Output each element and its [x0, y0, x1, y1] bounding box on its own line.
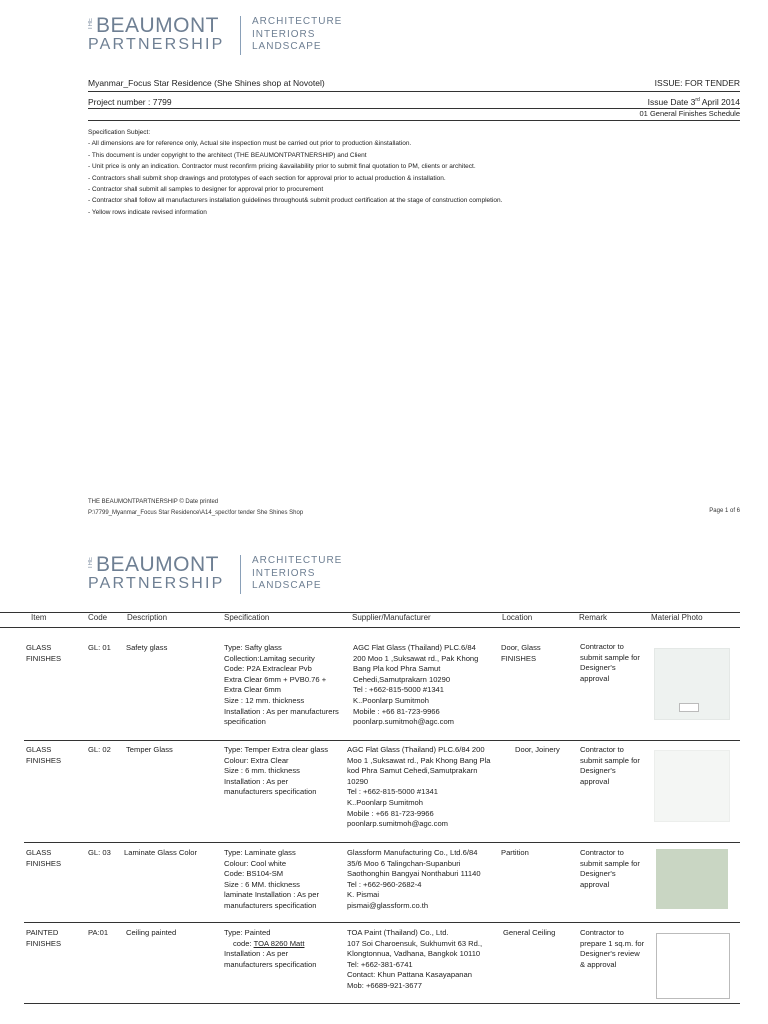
logo-beaumont: BEAUMONT [96, 553, 220, 576]
remark-line: Designer's [580, 766, 616, 776]
logo-divider [240, 555, 241, 594]
supplier-email[interactable]: poonlarp.sumitmoh@agc.com [347, 819, 448, 829]
spec-line: Extra Clear 6mm [224, 685, 281, 695]
spec-line: Colour: Cool white [224, 858, 287, 868]
spec-line: Colour: Extra Clear [224, 755, 289, 765]
material-photo [656, 849, 728, 909]
supplier-line: AGC Flat Glass (Thailand) PLC.6/84 [353, 643, 476, 652]
project-number: Project number : 7799 [88, 97, 172, 107]
footer-file-path: P:\7799_Myanmar_Focus Star Residence\A14_spec\for tender She Shines Shop [88, 509, 304, 516]
col-header-supplier: Supplier/Manufacturer [352, 613, 431, 622]
spec-note: - All dimensions are for reference only, Actual site inspection must be carried out prior to production &installation. [88, 140, 412, 148]
spec-line: Type: Safty glass [224, 643, 282, 652]
header-rule-3 [88, 120, 740, 121]
spec-line: Type: Temper Extra clear glass [224, 745, 329, 754]
supplier-line: Moo 1 ,Suksawat rd., Pak Khong Bang Pla [347, 755, 491, 765]
footer-copyright: THE BEAUMONTPARTNERSHIP © Date printed [88, 499, 219, 505]
schedule-title: 01 General Finishes Schedule [639, 109, 740, 118]
row-item [26, 745, 61, 766]
logo-divider [240, 16, 241, 55]
location-line: FINISHES [501, 653, 537, 663]
row-specification [224, 745, 328, 798]
supplier-line: Glassform Manufacturing Co., Ltd.6/84 [347, 848, 478, 857]
spec-line: Type: Painted [224, 928, 271, 937]
col-header-location: Location [502, 613, 533, 622]
supplier-line: K..Poonlarp Sumitmoh [347, 797, 423, 807]
remark-line: Contractor to [580, 745, 624, 754]
col-header-remark: Remark [579, 613, 608, 622]
supplier-line: Tel : +662-960-2682-4 [347, 879, 422, 889]
company-logo [88, 14, 348, 57]
remark-line: submit sample for [580, 652, 640, 662]
spec-line: Size : 12 mm. thickness [224, 695, 305, 705]
supplier-line: 107 Soi Charoensuk, Sukhumvit 63 Rd., [347, 938, 483, 948]
spec-code-value: TOA 8260 Matt [253, 938, 305, 948]
spec-line: specification [224, 717, 266, 727]
spec-line: laminate Installation : As per [224, 890, 319, 900]
spec-line: Installation : As per manufacturers [224, 706, 339, 716]
row-item-line: FINISHES [26, 858, 62, 868]
logo-the: THE [88, 18, 94, 30]
row-item-line: FINISHES [26, 755, 62, 765]
row-location [515, 745, 560, 756]
supplier-line: Mobile : +66 81-723-9966 [353, 706, 440, 716]
row-item-line: FINISHES [26, 938, 62, 948]
specification-notes [88, 127, 708, 218]
remark-line: Contractor to [580, 928, 624, 937]
row-supplier [347, 928, 482, 992]
spec-note: - This document is under copyright to the architect (THE BEAUMONTPARTNERSHIP) and Client [88, 151, 367, 159]
remark-line: & approval [580, 959, 617, 969]
practice-landscape: LANDSCAPE [252, 41, 322, 52]
spec-note: - Unit price is only an indication. Contractor must reconfirm pricing &availability prior to submit final quotation to PM, clients or architect. [88, 163, 476, 171]
row-remark [580, 848, 640, 890]
material-photo [654, 750, 730, 822]
col-header-material-photo: Material Photo [651, 613, 703, 622]
practice-interiors: INTERIORS [252, 567, 316, 579]
spec-note: - Contractor shall follow all manufacturers installation guidelines throughout& submit product certification at the stage of construction completion. [88, 197, 503, 205]
page-footer [88, 497, 303, 518]
row-specification [224, 643, 339, 728]
col-header-code: Code [88, 613, 108, 622]
spec-line: Size : 6 MM. thickness [224, 879, 300, 889]
practice-architecture: ARCHITECTURE [252, 16, 343, 27]
supplier-line: Contact: Khun Pattana Kasayapanan [347, 970, 472, 980]
supplier-line: Cehedi,Samutprakarn 10290 [353, 674, 451, 684]
table-header-rule [0, 627, 740, 628]
supplier-line: 10290 [347, 776, 369, 786]
supplier-email[interactable]: poonlarp.sumitmoh@agc.com [353, 717, 454, 727]
remark-line: submit sample for [580, 858, 640, 868]
row-location [503, 928, 555, 939]
remark-line: Designer's review [580, 949, 640, 959]
spec-line: Type: Laminate glass [224, 848, 296, 857]
row-code: GL: 02 [88, 745, 111, 754]
issue-date: Issue Date 3rd April 2014 [647, 97, 740, 107]
spec-subject-title: Specification Subject: [88, 129, 151, 136]
spec-line: Extra Clear 6mm + PVB0.76 + [224, 674, 327, 684]
project-title: Myanmar_Focus Star Residence (She Shines shop at Novotel) [88, 78, 325, 88]
logo-practice-areas [252, 16, 342, 54]
supplier-line: 200 Moo 1 ,Suksawat rd., Pak Khong [353, 653, 479, 663]
spec-line: Installation : As per [224, 776, 289, 786]
sample-label-icon [679, 703, 699, 712]
remark-line: approval [580, 776, 610, 786]
row-specification [224, 848, 319, 912]
row-item [26, 848, 61, 869]
remark-line: Designer's [580, 869, 616, 879]
row-code: GL: 01 [88, 643, 111, 652]
spec-code-label: code: [233, 938, 254, 948]
row-code: PA:01 [88, 928, 109, 937]
spec-line: manufacturers specification [224, 959, 317, 969]
row-location [501, 643, 541, 664]
row-remark [580, 745, 640, 787]
practice-architecture: ARCHITECTURE [252, 555, 343, 566]
row-divider [24, 842, 740, 843]
row-item-line: GLASS [26, 745, 52, 754]
row-item-line: GLASS [26, 848, 52, 857]
spec-note: - Contractor shall submit all samples to designer for approval prior to procurement [88, 186, 324, 194]
row-description: Safety glass [126, 643, 168, 652]
col-header-item: Item [31, 613, 47, 622]
logo-partnership: PARTNERSHIP [88, 575, 225, 592]
supplier-line: Bang Pla kod Phra Samut [353, 664, 441, 674]
spec-line: Collection:Lamitag security [224, 653, 315, 663]
company-logo-page2 [88, 553, 348, 596]
supplier-line: Saothonghin Bangyai Nonthaburi 11140 [347, 869, 481, 879]
remark-line: Designer's [580, 663, 616, 673]
logo-beaumont: BEAUMONT [96, 14, 220, 37]
logo-partnership: PARTNERSHIP [88, 36, 225, 53]
issue-status: ISSUE: FOR TENDER [654, 78, 740, 88]
row-item-line: FINISHES [26, 653, 62, 663]
supplier-line: Tel : +662-815-5000 #1341 [347, 787, 438, 797]
table-bottom-rule [24, 1003, 740, 1004]
remark-line: approval [580, 673, 610, 683]
supplier-line: TOA Paint (Thailand) Co., Ltd. [347, 928, 449, 937]
remark-line: approval [580, 879, 610, 889]
supplier-line: Mobile : +66 81-723-9966 [347, 808, 434, 818]
spec-note: - Yellow rows indicate revised information [88, 208, 207, 216]
supplier-line: kod Phra Samut Cehedi,Samutprakarn [347, 766, 478, 776]
col-header-specification: Specification [224, 613, 270, 622]
supplier-line: Mob: +6689-921-3677 [347, 980, 422, 990]
supplier-line: Tel: +662-381-6741 [347, 959, 413, 969]
remark-line: Contractor to [580, 642, 624, 651]
row-description: Laminate Glass Color [124, 848, 198, 857]
spec-code-line [224, 939, 316, 950]
header-rule-1 [88, 91, 740, 92]
row-supplier [347, 745, 491, 830]
practice-interiors: INTERIORS [252, 28, 316, 40]
spec-line: Code: P2A Extraclear Pvb [224, 664, 312, 674]
spec-line: Installation : As per [224, 949, 289, 959]
row-description: Ceiling painted [126, 928, 177, 937]
location-line: General Ceiling [503, 928, 556, 937]
row-supplier [353, 643, 478, 728]
supplier-email[interactable]: pismai@glassform.co.th [347, 900, 429, 910]
row-description: Temper Glass [126, 745, 173, 754]
row-item [26, 643, 61, 664]
logo-the: THE [88, 557, 94, 569]
row-divider [24, 740, 740, 741]
spec-line: manufacturers specification [224, 787, 317, 797]
spec-line: manufacturers specification [224, 900, 317, 910]
supplier-line: Tel : +662-815-5000 #1341 [353, 685, 444, 695]
row-item-line: PAINTED [26, 928, 59, 937]
page-number: Page 1 of 6 [709, 508, 740, 514]
location-line: Door, Joinery [515, 745, 560, 754]
supplier-line: K..Poonlarp Sumitmoh [353, 695, 429, 705]
row-location [501, 848, 529, 859]
col-header-description: Description [127, 613, 168, 622]
supplier-line: AGC Flat Glass (Thailand) PLC.6/84 200 [347, 745, 485, 754]
remark-line: Contractor to [580, 848, 624, 857]
spec-line: Code: BS104-SM [224, 869, 284, 879]
location-line: Partition [501, 848, 529, 857]
remark-line: prepare 1 sq.m. for [580, 938, 645, 948]
row-specification [224, 928, 316, 970]
row-divider [24, 922, 740, 923]
row-item-line: GLASS [26, 643, 52, 652]
remark-line: submit sample for [580, 755, 640, 765]
row-remark [580, 928, 644, 970]
row-supplier [347, 848, 481, 912]
supplier-line: K. Pismai [347, 890, 380, 900]
supplier-line: Klongtonnua, Vadhana, Bangkok 10110 [347, 949, 481, 959]
supplier-line: 35/6 Moo 6 Talingchan-Supanburi [347, 858, 461, 868]
material-photo [654, 648, 730, 720]
spec-note: - Contractors shall submit shop drawings and prototypes of each section for approval prior to actual production & installation. [88, 174, 446, 182]
practice-landscape: LANDSCAPE [252, 580, 322, 591]
location-line: Door, Glass [501, 643, 541, 652]
row-code: GL: 03 [88, 848, 111, 857]
material-photo [656, 933, 730, 999]
spec-line: Size : 6 mm. thickness [224, 766, 300, 776]
row-item [26, 928, 61, 949]
row-remark [580, 642, 640, 684]
logo-practice-areas [252, 555, 342, 593]
